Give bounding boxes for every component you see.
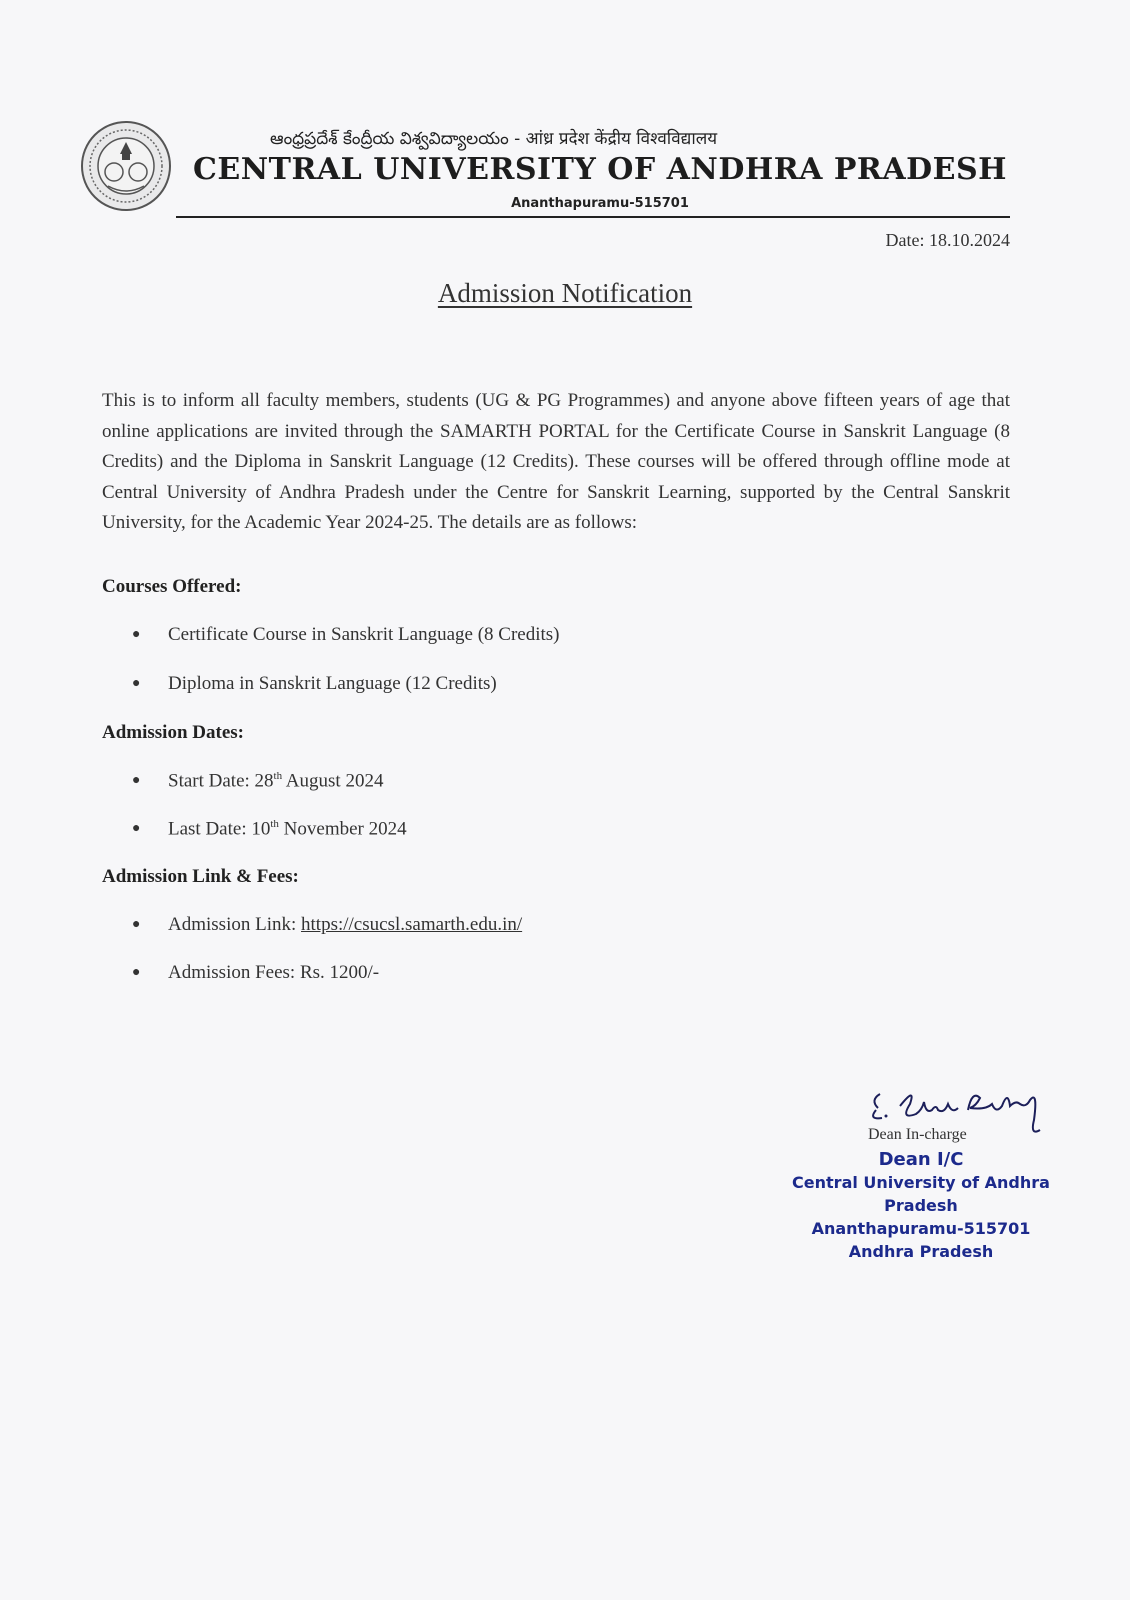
list-item [132, 818, 407, 840]
signature-block [790, 1080, 1060, 1261]
regional-university-name: ఆంధ్రప్రదేశ్ కేంద్రీయ విశ్వవిద్యాలయం - आंध्र प्रदेश केंद्रीय विश्वविद्यालय [270, 129, 718, 149]
stamp-line: Central University of Andhra Pradesh [792, 1173, 1050, 1215]
last-date-suffix: th [270, 818, 279, 830]
stamp-line: Dean I/C [878, 1149, 964, 1170]
start-date-suffix: th [273, 770, 283, 782]
official-stamp [790, 1148, 1052, 1263]
letterhead [80, 112, 1010, 220]
bullet-icon: ● [132, 627, 141, 642]
last-date-label: Last Date: 10 [168, 818, 271, 840]
start-date-label: Start Date: 28 [168, 770, 274, 792]
intro-paragraph: This is to inform all faculty members, students (UG & PG Programmes) and anyone above fifteen years of age that online applications are invited through the SAMARTH PORTAL for the Certificate Course in Sanskrit Language (8 Credits) and the Diploma in Sanskrit Language (12 Credits). These courses will be offered through offline mode at Central University of Andhra Pradesh under the Centre for Sanskrit Learning, supported by the Central Sanskrit University, for the Academic Year 2024-25. The details are as follows: [102, 390, 1010, 533]
university-seal-icon [80, 120, 172, 212]
courses-heading: Courses Offered: [102, 576, 242, 597]
bullet-icon: ● [132, 821, 141, 837]
bullet-icon: ● [132, 917, 141, 932]
university-location: Ananthapuramu-515701 [511, 196, 689, 211]
list-item [132, 624, 560, 646]
list-item [132, 770, 383, 792]
course-item-certificate: Certificate Course in Sanskrit Language (8 Credits) [168, 624, 560, 645]
admission-fees: Admission Fees: Rs. 1200/- [168, 962, 380, 983]
admission-link[interactable]: https://csucsl.samarth.edu.in/ [301, 914, 523, 935]
bullet-icon: ● [132, 965, 141, 980]
stamp-line: Andhra Pradesh [848, 1242, 994, 1261]
admission-dates-heading: Admission Dates: [102, 722, 244, 743]
notice-date: Date: 18.10.2024 [885, 230, 1010, 250]
start-date-value: August 2024 [285, 770, 384, 792]
dean-printed-title: Dean In-charge [868, 1126, 967, 1143]
admission-link-label: Admission Link: [168, 914, 302, 935]
list-item [132, 673, 497, 695]
notice-title: Admission Notification [437, 278, 693, 308]
header-divider [176, 216, 1010, 218]
list-item [132, 962, 379, 984]
list-item [132, 914, 522, 936]
stamp-line: Ananthapuramu-515701 [811, 1219, 1031, 1238]
last-date-value: November 2024 [283, 818, 407, 840]
admission-link-heading: Admission Link & Fees: [102, 866, 299, 887]
course-item-diploma: Diploma in Sanskrit Language (12 Credits) [168, 673, 497, 694]
bullet-icon: ● [132, 773, 141, 789]
bullet-icon: ● [132, 676, 141, 691]
university-name: CENTRAL UNIVERSITY OF ANDHRA PRADESH [192, 152, 1008, 187]
